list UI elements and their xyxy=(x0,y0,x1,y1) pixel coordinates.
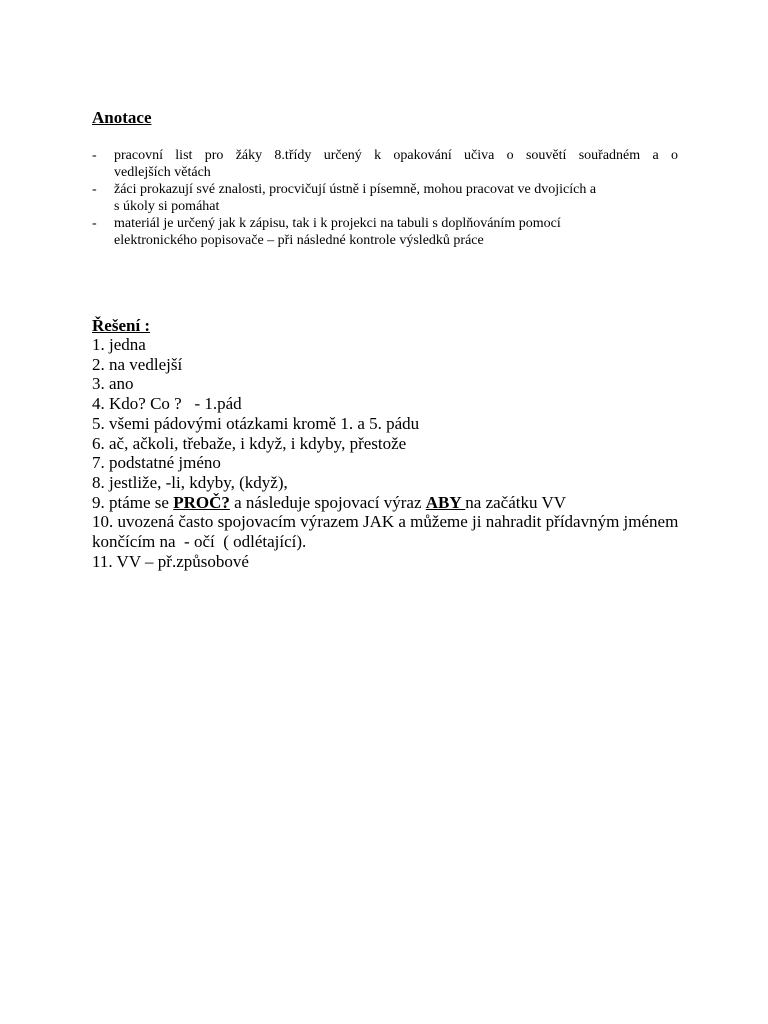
list-item: 1. jedna xyxy=(92,335,146,354)
list-item: 6. ač, ačkoli, třebaže, i když, i kdyby, přestože xyxy=(92,433,407,453)
list-item xyxy=(92,147,678,181)
bullet-dash: - xyxy=(92,148,97,163)
list-item: 5. všemi pádovými otázkami kromě 1. a 5. pádu xyxy=(92,413,420,433)
answer-list xyxy=(92,335,692,571)
list-item: 2. na vedlejší xyxy=(92,354,183,374)
anotace-heading: Anotace xyxy=(92,108,152,127)
bullet-text xyxy=(114,147,678,181)
bullet-text xyxy=(114,181,678,215)
answer9-bold-proc: PROČ? xyxy=(173,492,230,512)
answer9-post: na začátku VV xyxy=(465,492,566,512)
list-item xyxy=(92,181,678,215)
list-item xyxy=(92,215,678,249)
list-item: 11. VV – př.způsobové xyxy=(92,551,249,571)
anotace-bullet-list xyxy=(92,147,678,249)
answer9-mid: a následuje spojovací výraz xyxy=(229,492,426,512)
bullet-line: žáci prokazují své znalosti, procvičují ústně i písemně, mohou pracovat ve dvojicích a xyxy=(114,182,597,197)
bullet-text xyxy=(114,215,678,249)
bullet-dash: - xyxy=(92,216,97,231)
reseni-heading: Řešení : xyxy=(92,316,151,335)
list-item xyxy=(92,493,692,513)
bullet-line: materiál je určený jak k zápisu, tak i k projekci na tabuli s doplňováním pomocí xyxy=(114,216,561,231)
bullet-line: vedlejších větách xyxy=(114,165,211,180)
bullet-line: pracovní list pro žáky 8.třídy určený k opakování učiva o souvětí souřadném a o xyxy=(114,148,678,163)
answer9-pre: 9. ptáme se xyxy=(92,492,174,512)
bullet-line: s úkoly si pomáhat xyxy=(114,199,220,214)
list-item: 7. podstatné jméno xyxy=(92,453,221,473)
list-item: 10. uvozená často spojovacím výrazem JAK a můžeme ji nahradit přídavným jménem končícím na - očí ( odlétající). xyxy=(92,512,683,552)
list-item: 8. jestliže, -li, kdyby, (když), xyxy=(92,472,288,492)
bullet-line: elektronického popisovače – při následné kontrole výsledků práce xyxy=(114,233,484,248)
list-item: 3. ano xyxy=(92,374,134,394)
bullet-dash: - xyxy=(92,182,97,197)
answer9-bold-aby: ABY xyxy=(425,492,466,512)
list-item: 4. Kdo? Co ? - 1.pád xyxy=(92,394,242,414)
